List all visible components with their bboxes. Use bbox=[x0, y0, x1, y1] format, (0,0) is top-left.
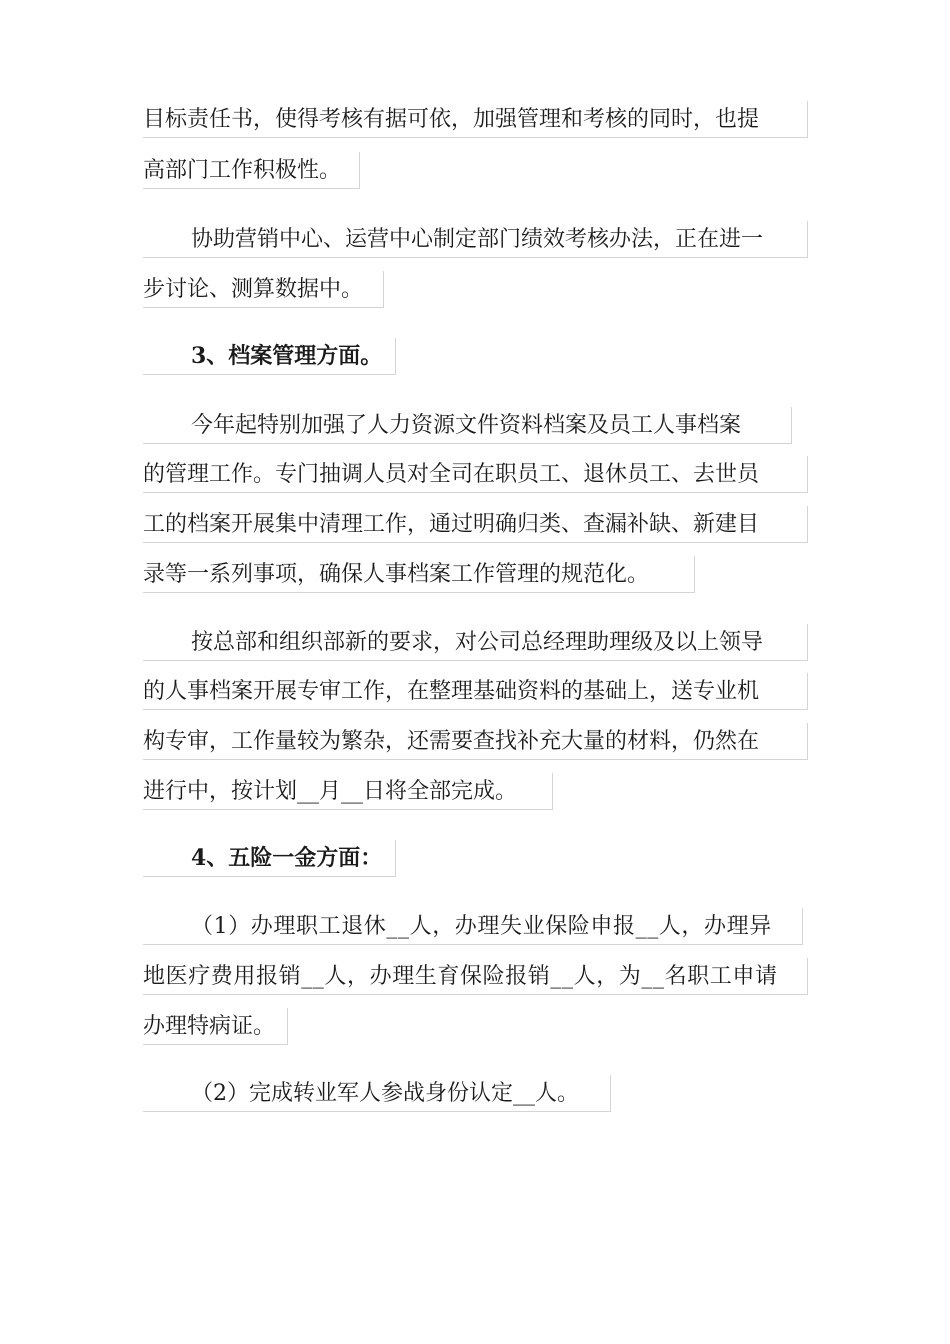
text-line: 的管理工作。专门抽调人员对全司在职员工、退休员工、去世员 bbox=[143, 456, 808, 493]
text-line: 今年起特别加强了人力资源文件资料档案及员工人事档案 bbox=[143, 407, 792, 444]
text-line: 步讨论、测算数据中。 bbox=[143, 271, 384, 308]
text-line: 的人事档案开展专审工作，在整理基础资料的基础上，送专业机 bbox=[143, 673, 808, 710]
section-heading: 3、档案管理方面。 bbox=[143, 338, 396, 375]
section-heading: 4、五险一金方面： bbox=[143, 840, 396, 877]
text-line: 地医疗费用报销__人，办理生育保险报销__人，为__名职工申请 bbox=[143, 958, 808, 995]
text-line: 目标责任书，使得考核有据可依，加强管理和考核的同时，也提 bbox=[143, 101, 808, 138]
text-line: 构专审，工作量较为繁杂，还需要查找补充大量的材料，仍然在 bbox=[143, 723, 808, 760]
text-line: 录等一系列事项，确保人事档案工作管理的规范化。 bbox=[143, 556, 695, 593]
text-line: （1）办理职工退休__人，办理失业保险申报__人，办理异 bbox=[143, 908, 803, 945]
text-line: 工的档案开展集中清理工作，通过明确归类、查漏补缺、新建目 bbox=[143, 506, 808, 543]
text-line: 办理特病证。 bbox=[143, 1008, 288, 1045]
text-line: 按总部和组织部新的要求，对公司总经理助理级及以上领导 bbox=[143, 624, 808, 661]
text-line: 进行中，按计划__月__日将全部完成。 bbox=[143, 773, 553, 810]
text-line: （2）完成转业军人参战身份认定__人。 bbox=[143, 1075, 611, 1112]
text-line: 高部门工作积极性。 bbox=[143, 152, 360, 189]
text-line: 协助营销中心、运营中心制定部门绩效考核办法，正在进一 bbox=[143, 221, 808, 258]
